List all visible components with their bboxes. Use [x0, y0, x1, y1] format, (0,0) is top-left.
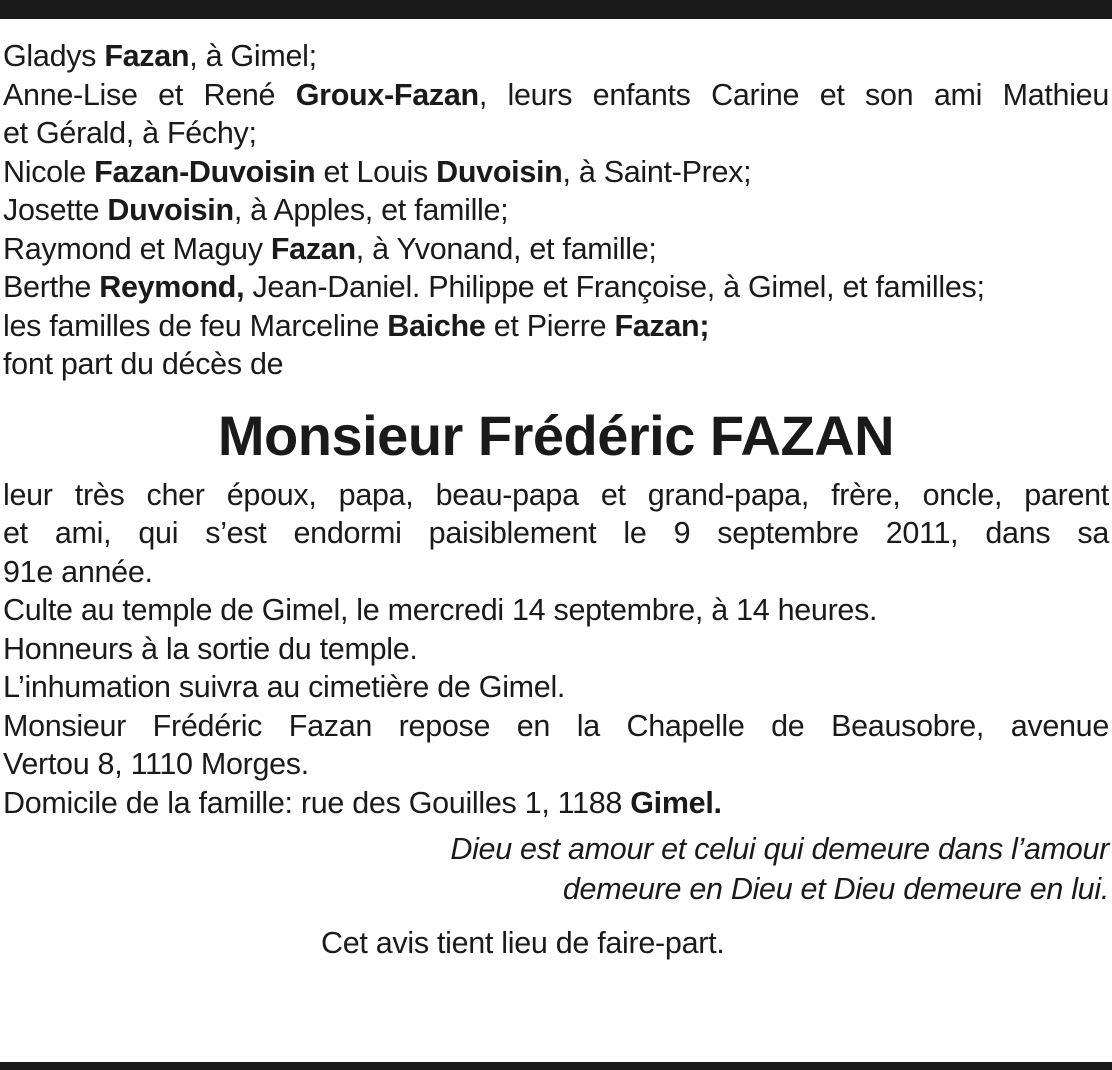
bottom-rule [0, 1062, 1112, 1070]
text-segment: , à Yvonand, et famille; [355, 231, 657, 266]
text-segment: et Pierre [485, 308, 615, 343]
body-line [3, 745, 1109, 784]
top-rule [0, 0, 1112, 19]
announcer-line [3, 114, 1109, 153]
notice-body [3, 476, 1109, 823]
name-bold: Fazan; [614, 308, 710, 343]
body-line [3, 668, 1109, 707]
text-segment: 91e année. [3, 554, 153, 589]
text-segment: Honneurs à la sortie du temple. [3, 631, 418, 666]
announcer-line [3, 307, 1109, 346]
name-bold: Fazan [104, 39, 190, 73]
announcer-line [3, 345, 1109, 384]
closing-note: Cet avis tient lieu de faire-part. [321, 926, 725, 960]
text-segment: Jean-Daniel. Philippe et Françoise, à Gimel, et familles; [244, 270, 985, 304]
name-bold: Baiche [387, 308, 486, 343]
name-bold: Fazan-Duvoisin [94, 154, 316, 189]
death-notice [3, 37, 1109, 963]
body-line [3, 707, 1109, 746]
text-segment: Raymond et Maguy [3, 231, 271, 266]
text-segment: Berthe [3, 270, 100, 304]
name-bold: Duvoisin [107, 193, 234, 227]
announcer-line [3, 230, 1109, 269]
name-bold: Reymond, [99, 270, 245, 304]
text-segment: font part du décès de [3, 347, 284, 381]
body-line [3, 784, 1109, 823]
text-segment: , à Apples, et famille; [233, 193, 509, 227]
text-segment: et Gérald, à Féchy; [3, 116, 257, 150]
announcer-line [3, 153, 1109, 192]
body-line [3, 591, 1109, 630]
announcer-line [3, 37, 1109, 76]
announcer-list [3, 37, 1109, 384]
body-line [3, 514, 1109, 553]
announcer-line [3, 76, 1109, 115]
text-segment: , à Gimel; [189, 39, 317, 73]
text-segment: Nicole [3, 154, 95, 189]
text-segment: L’inhumation suivra au cimetière de Gimel. [3, 670, 566, 704]
quote-line-2: demeure en Dieu et Dieu demeure en lui. [562, 872, 1109, 906]
bible-quote [3, 829, 1109, 909]
name-bold: Fazan [270, 231, 356, 266]
text-segment: , à Saint-Prex; [562, 154, 752, 189]
text-segment: et ami, qui s’est endormi paisiblement le 9 septembre 2011, dans sa [3, 516, 1109, 550]
name-bold: Gimel. [630, 785, 722, 820]
announcer-line [3, 268, 1109, 307]
text-segment: Domicile de la famille: rue des Gouilles 1, 1188 [3, 785, 631, 820]
announcer-line [3, 191, 1109, 230]
text-segment: les familles de feu Marceline [3, 308, 388, 343]
quote-line-1: Dieu est amour et celui qui demeure dans l’amour [450, 832, 1109, 866]
body-line [3, 553, 1109, 592]
body-line [3, 476, 1109, 515]
text-segment: Gladys [3, 39, 105, 73]
text-segment: Josette [3, 193, 108, 227]
name-bold: Groux-Fazan [295, 77, 479, 112]
text-segment: , leurs enfants Carine et son ami Mathieu [478, 77, 1109, 112]
deceased-name-title: Monsieur Frédéric FAZAN [217, 403, 895, 467]
text-segment: et Louis [315, 154, 437, 189]
text-segment: Monsieur Frédéric Fazan repose en la Chapelle de Beausobre, avenue [3, 708, 1109, 743]
body-line [3, 630, 1109, 669]
text-segment: Anne-Lise et René [3, 77, 296, 112]
text-segment: Vertou 8, 1110 Morges. [3, 747, 309, 781]
text-segment: Culte au temple de Gimel, le mercredi 14 septembre, à 14 heures. [3, 593, 878, 627]
name-bold: Duvoisin [436, 154, 563, 189]
text-segment: leur très cher époux, papa, beau-papa et grand-papa, frère, oncle, parent [3, 477, 1109, 512]
